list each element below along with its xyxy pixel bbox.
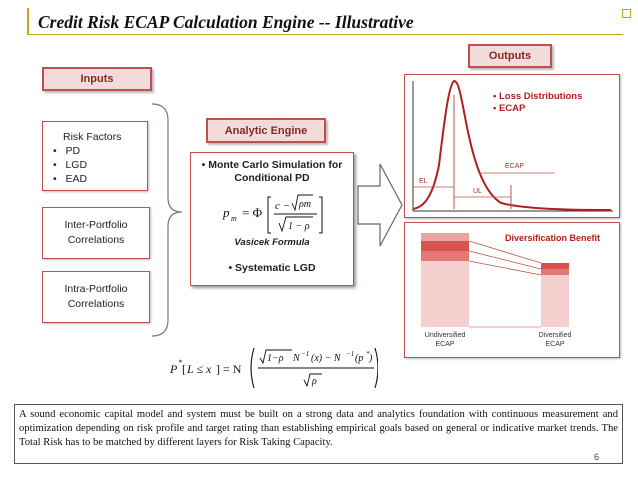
svg-text:*: * bbox=[366, 350, 370, 358]
svg-text:c −: c − bbox=[275, 200, 291, 212]
analytic-engine-box bbox=[190, 152, 354, 286]
svg-text:P: P bbox=[170, 362, 178, 376]
inputs-header-label: Inputs bbox=[80, 73, 114, 85]
monte-carlo-line1: • Monte Carlo Simulation for bbox=[201, 159, 343, 171]
svg-text:p: p bbox=[223, 205, 230, 220]
outputs-header-label: Outputs bbox=[488, 50, 532, 62]
risk-factor-item: • PD bbox=[53, 145, 81, 157]
risk-factor-lgd: LGD bbox=[65, 159, 88, 171]
ecap-bullet: • ECAP bbox=[493, 103, 526, 114]
page-number: 6 bbox=[594, 452, 600, 462]
diversified-label bbox=[527, 331, 583, 349]
risk-factor-item: • LGD bbox=[53, 159, 88, 171]
intra-portfolio-line2: Correlations bbox=[67, 298, 125, 310]
svg-text:[: [ bbox=[182, 362, 186, 376]
svg-text:] = N: ] = N bbox=[216, 362, 242, 376]
intra-portfolio-line1: Intra-Portfolio bbox=[64, 283, 128, 295]
svg-text:(p: (p bbox=[355, 353, 364, 364]
svg-text:ρ: ρ bbox=[312, 376, 317, 387]
monte-carlo-line2: Conditional PD bbox=[234, 172, 310, 184]
inter-portfolio-box bbox=[42, 207, 150, 259]
svg-text:= Φ: = Φ bbox=[242, 205, 263, 220]
slide-title: Credit Risk ECAP Calculation Engine -- Illustrative bbox=[38, 12, 414, 32]
inter-portfolio-line2: Correlations bbox=[67, 234, 125, 246]
risk-factors-heading: Risk Factors bbox=[63, 131, 122, 143]
ecap-curve-label: ECAP bbox=[505, 163, 525, 170]
loss-distributions-bullet: • Loss Distributions bbox=[493, 91, 583, 102]
systematic-lgd-bullet: • Systematic LGD bbox=[228, 262, 316, 274]
analytic-engine-header bbox=[206, 118, 326, 143]
footnote-text: A sound economic capital model and system must be built on a strong data and analytics foundation with continuous measurement and optimization depending on risk profile and target rating than establishing empirical goals based on general or indicative market trends. The Total Risk has to be matched by different layers for Risk Taking Capacity. bbox=[19, 409, 618, 448]
corner-square bbox=[622, 9, 631, 18]
title-rule bbox=[27, 34, 623, 35]
loss-distribution-panel bbox=[404, 74, 620, 218]
footnote-box bbox=[14, 404, 623, 464]
svg-text:*: * bbox=[178, 358, 182, 367]
inter-portfolio-line1: Inter-Portfolio bbox=[64, 219, 128, 231]
risk-factor-item: • EAD bbox=[53, 173, 88, 185]
ul-label: UL bbox=[473, 188, 482, 195]
svg-text:1 − ρ: 1 − ρ bbox=[288, 221, 310, 232]
right-arrow-icon bbox=[356, 160, 404, 250]
svg-text:N: N bbox=[293, 353, 300, 364]
undiversified-line2: ECAP bbox=[435, 341, 455, 348]
vasicek-label: Vasicek Formula bbox=[234, 237, 310, 248]
risk-factor-pd: PD bbox=[65, 145, 81, 157]
title-accent-line bbox=[27, 8, 29, 34]
el-label: EL bbox=[419, 178, 428, 185]
loss-bullets bbox=[493, 91, 582, 115]
inputs-brace bbox=[150, 100, 190, 340]
svg-text:L ≤ x: L ≤ x bbox=[187, 362, 212, 376]
undiversified-line1: Undiversified bbox=[424, 332, 466, 339]
diversification-panel bbox=[404, 222, 620, 358]
risk-factors-box bbox=[42, 121, 148, 191]
svg-text:1−ρ: 1−ρ bbox=[267, 353, 284, 364]
svg-text:m: m bbox=[231, 214, 237, 223]
diversified-line2: ECAP bbox=[545, 341, 565, 348]
loss-distribution-formula bbox=[166, 344, 378, 392]
outputs-header bbox=[468, 44, 552, 68]
diversified-line1: Diversified bbox=[538, 332, 572, 339]
svg-text:(x) − N: (x) − N bbox=[311, 353, 341, 364]
svg-text:−1: −1 bbox=[346, 350, 355, 358]
intra-portfolio-box bbox=[42, 271, 150, 323]
risk-factor-ead: EAD bbox=[65, 173, 88, 185]
svg-text:ρm: ρm bbox=[299, 199, 312, 210]
svg-text:−1: −1 bbox=[301, 350, 310, 358]
monte-carlo-bullet bbox=[191, 159, 353, 185]
vasicek-formula-graphic bbox=[191, 187, 353, 243]
undiversified-label bbox=[417, 331, 473, 349]
svg-text:): ) bbox=[369, 353, 373, 364]
inputs-header bbox=[42, 67, 152, 91]
diversification-title: Diversification Benefit bbox=[505, 233, 601, 243]
analytic-engine-header-label: Analytic Engine bbox=[224, 124, 308, 137]
